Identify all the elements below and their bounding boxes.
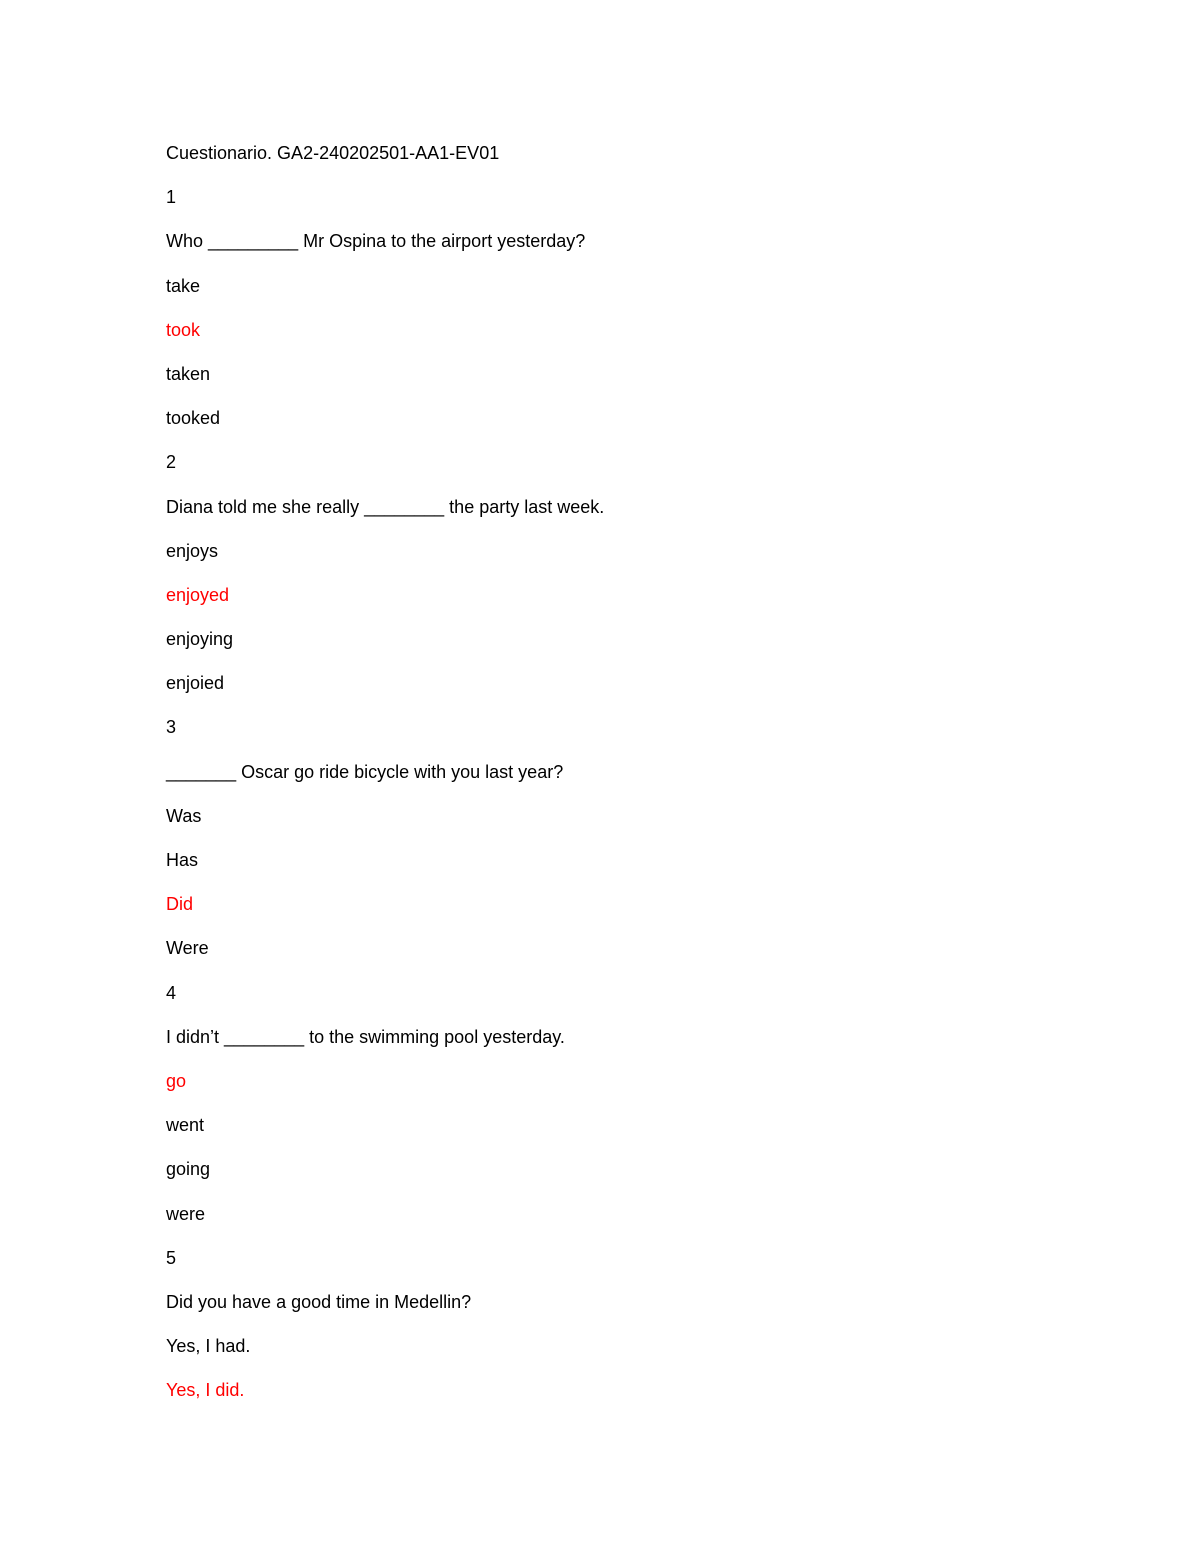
- question-prompt: I didn’t ________ to the swimming pool yesterday.: [166, 1026, 565, 1047]
- question-number: 1: [166, 187, 177, 208]
- answer-option-correct: Yes, I did.: [166, 1380, 245, 1401]
- answer-option: Yes, I had.: [166, 1336, 251, 1357]
- question-block: [166, 450, 1066, 715]
- question-number: 3: [166, 717, 177, 738]
- answer-option: went: [166, 1115, 205, 1136]
- answer-option: enjoying: [166, 629, 234, 650]
- question-block: [166, 1246, 1066, 1423]
- question-prompt: Did you have a good time in Medellin?: [166, 1291, 472, 1312]
- question-block: [166, 715, 1066, 980]
- document-title: Cuestionario. GA2-240202501-AA1-EV01: [166, 143, 500, 163]
- answer-option: tooked: [166, 408, 221, 429]
- answer-option-correct: took: [166, 319, 201, 340]
- question-prompt: _______ Oscar go ride bicycle with you last year?: [166, 761, 564, 782]
- answer-option: were: [166, 1203, 206, 1224]
- answer-option: Was: [166, 805, 202, 826]
- answer-option: going: [166, 1159, 211, 1180]
- question-prompt: Diana told me she really ________ the party last week.: [166, 496, 605, 517]
- question-block: [166, 981, 1066, 1246]
- answer-option-correct: go: [166, 1070, 187, 1091]
- question-prompt: Who _________ Mr Ospina to the airport yesterday?: [166, 231, 586, 252]
- answer-option: take: [166, 275, 201, 296]
- answer-option-correct: enjoyed: [166, 584, 230, 605]
- question-number: 2: [166, 452, 177, 473]
- answer-option: Were: [166, 938, 209, 959]
- answer-option: taken: [166, 363, 211, 384]
- question-list: [166, 185, 1066, 1422]
- question-block: [166, 185, 1066, 450]
- answer-option-correct: Did: [166, 894, 194, 915]
- answer-option: enjoied: [166, 673, 225, 694]
- question-number: 5: [166, 1247, 177, 1268]
- answer-option: Has: [166, 850, 199, 870]
- answer-option: enjoys: [166, 540, 219, 561]
- question-number: 4: [166, 982, 177, 1003]
- document-body: [166, 141, 1066, 1422]
